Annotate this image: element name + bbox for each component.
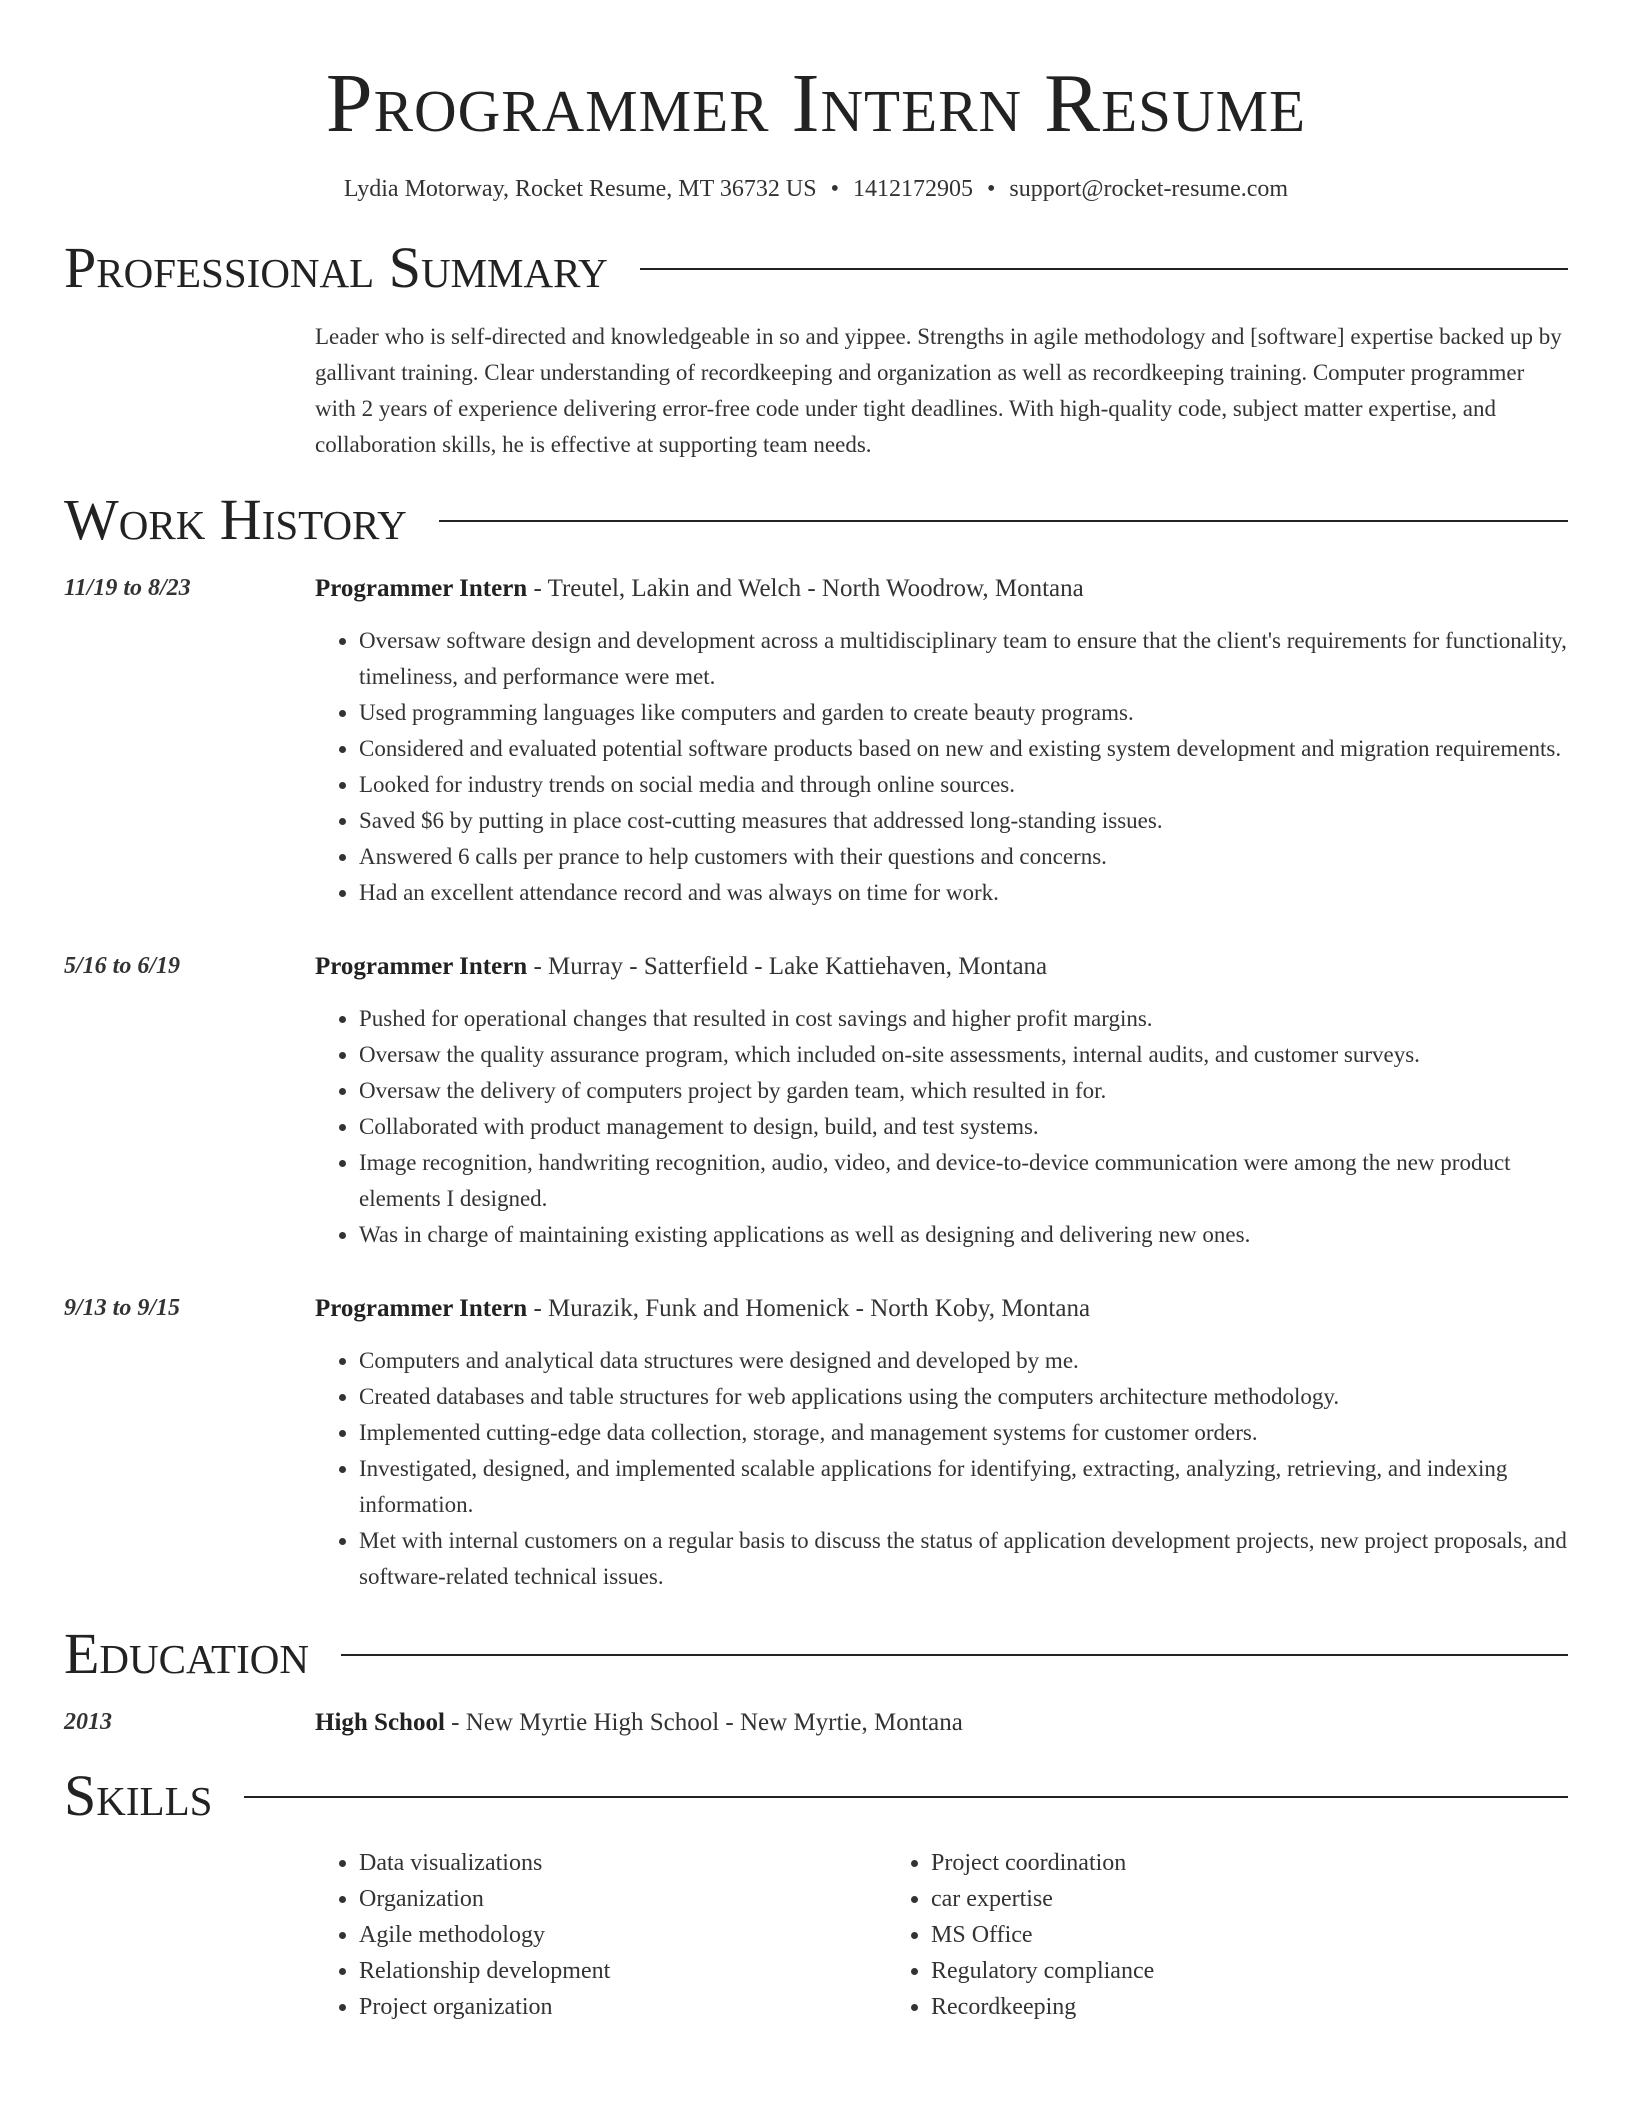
skill-item: • Recordkeeping: [931, 1989, 1459, 2025]
contact-separator: •: [986, 176, 996, 202]
job-bullet: • Investigated, designed, and implemented scalable applications for identifying, extracting, analyzing, retrieving, and indexing information.: [359, 1451, 1568, 1523]
job-bullets: [315, 1343, 1568, 1595]
job-company-location: - Treutel, Lakin and Welch - North Woodrow, Montana: [527, 575, 1084, 602]
contact-email: support@rocket-resume.com: [1009, 176, 1289, 202]
summary-heading: Professional Summary: [64, 235, 608, 300]
job-bullet: • Implemented cutting-edge data collection, storage, and management systems for customer orders.: [359, 1415, 1568, 1451]
section-divider: [341, 1654, 1568, 1656]
job-bullet: • Oversaw software design and development across a multidisciplinary team to ensure that the client's requirements for functionality, timeliness, and performance were met.: [359, 623, 1568, 695]
job-entry: [64, 1295, 1568, 1595]
job-dates: 11/19 to 8/23: [64, 575, 191, 601]
job-position: Programmer Intern: [315, 953, 528, 980]
skills-section-header: [64, 1763, 1568, 1828]
resume-title: Programmer Intern Resume: [325, 57, 1307, 150]
job-bullet: • Answered 6 calls per prance to help customers with their questions and concerns.: [359, 839, 1568, 875]
education-year: 2013: [64, 1709, 112, 1735]
skill-item: • Regulatory compliance: [931, 1953, 1459, 1989]
section-divider: [439, 520, 1568, 522]
job-dates: 5/16 to 6/19: [64, 953, 181, 979]
job-company-location: - Murray - Satterfield - Lake Kattiehaven, Montana: [527, 953, 1048, 980]
job-bullet: • Had an excellent attendance record and was always on time for work.: [359, 875, 1568, 911]
job-bullet: • Saved $6 by putting in place cost-cutting measures that addressed long-standing issues.: [359, 803, 1568, 839]
contact-separator: •: [830, 176, 839, 202]
job-bullet: • Computers and analytical data structures were designed and developed by me.: [359, 1343, 1568, 1379]
job-bullet: • Pushed for operational changes that resulted in cost savings and higher profit margins.: [359, 1001, 1568, 1037]
skill-item: • MS Office: [931, 1917, 1459, 1953]
job-title-line: [315, 1295, 1568, 1323]
skills-list: [315, 1845, 1568, 2025]
skill-item: • Project coordination: [931, 1845, 1459, 1881]
job-bullet: • Used programming languages like computers and garden to create beauty programs.: [359, 695, 1568, 731]
skills-heading: Skills: [64, 1763, 213, 1828]
summary-text: Leader who is self-directed and knowledgeable in so and yippee. Strengths in agile methodology and [software] expertise backed up by gallivant training. Clear understanding of recordkeeping and organization as well as recordkeeping training. Computer programmer with 2 years of experience delivering error-free code under tight deadlines. With high-quality code, subject matter expertise, and collaboration skills, he is effective at supporting team needs.: [315, 324, 1562, 457]
skill-item: • car expertise: [931, 1881, 1459, 1917]
job-title-line: [315, 953, 1568, 981]
education-entry: [64, 1709, 1568, 1737]
work-heading: Work History: [64, 487, 407, 552]
contact-address: Lydia Motorway, Rocket Resume, MT 36732 US: [343, 176, 817, 202]
section-divider: [244, 1796, 1568, 1798]
job-title-line: [315, 575, 1568, 603]
education-section-header: [64, 1621, 1568, 1686]
job-bullet: • Oversaw the delivery of computers project by garden team, which resulted in for.: [359, 1073, 1568, 1109]
work-history-list: [64, 575, 1568, 1595]
job-bullet: • Met with internal customers on a regular basis to discuss the status of application development projects, new project proposals, and software-related technical issues.: [359, 1523, 1568, 1595]
education-degree: High School: [315, 1709, 445, 1736]
job-entry: [64, 575, 1568, 911]
job-bullets: [315, 623, 1568, 911]
job-bullets: [315, 1001, 1568, 1253]
skill-item: • Relationship development: [359, 1953, 887, 1989]
section-divider: [640, 268, 1568, 270]
job-bullet: • Image recognition, handwriting recognition, audio, video, and device-to-device communication were among the new product elements I designed.: [359, 1145, 1568, 1217]
contact-phone: 1412172905: [852, 176, 973, 202]
contact-line: [64, 176, 1568, 203]
job-dates: 9/13 to 9/15: [64, 1295, 181, 1321]
job-position: Programmer Intern: [315, 1295, 528, 1322]
skills-column-left: [315, 1845, 887, 2025]
job-bullet: • Created databases and table structures for web applications using the computers architecture methodology.: [359, 1379, 1568, 1415]
work-section-header: [64, 487, 1568, 552]
job-position: Programmer Intern: [315, 575, 528, 602]
job-bullet: • Oversaw the quality assurance program, which included on-site assessments, internal audits, and customer surveys.: [359, 1037, 1568, 1073]
job-bullet: • Was in charge of maintaining existing applications as well as designing and delivering new ones.: [359, 1217, 1568, 1253]
education-heading: Education: [64, 1621, 309, 1686]
job-bullet: • Looked for industry trends on social media and through online sources.: [359, 767, 1568, 803]
job-entry: [64, 953, 1568, 1253]
skill-item: • Organization: [359, 1881, 887, 1917]
skill-item: • Project organization: [359, 1989, 887, 2025]
education-line: [315, 1709, 1568, 1737]
job-bullet: • Considered and evaluated potential software products based on new and existing system development and migration requirements.: [359, 731, 1568, 767]
job-bullet: • Collaborated with product management to design, build, and test systems.: [359, 1109, 1568, 1145]
education-details: - New Myrtie High School - New Myrtie, Montana: [444, 1709, 963, 1736]
skill-item: • Data visualizations: [359, 1845, 887, 1881]
skills-column-right: [887, 1845, 1459, 2025]
job-company-location: - Murazik, Funk and Homenick - North Koby, Montana: [527, 1295, 1091, 1322]
summary-section-header: [64, 235, 1568, 300]
skill-item: • Agile methodology: [359, 1917, 887, 1953]
